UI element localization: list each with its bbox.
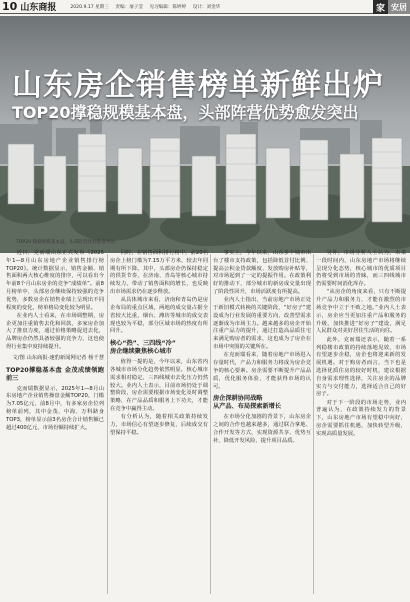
meta-date: 2020.9.17 星期三 — [70, 4, 109, 10]
topic-tag-light: 安居 — [388, 0, 410, 14]
byline: 文/图 山东商报·速豹新闻网记者 杨千慧 — [12, 354, 104, 361]
topic-tag — [373, 0, 410, 14]
paragraph: 在克而瑞看来，随着房地产市场进入存量时代，产品力和服务力将成为房企竞争的核心要素。房企需要不断提升产品品质，优化服务体验，才能获得市场的认可。 — [213, 352, 311, 390]
paragraph: 在市场分化加剧的背景下，山东房企之间的合作也越来越多，通过联合拿地、合作开发等方式，实现资源共享、优势互补，降低开发风险，提升项目品质。 — [213, 414, 311, 444]
masthead — [0, 0, 410, 14]
paragraph: 在业内人士看来，在市场调整期，房企更加注重销售去化和回款，多家房企加大了推盘力度，通过价格策略促进去化，品牌房企仍然具备较强的竞争力，这也使得行业集中度持续提升。 — [6, 312, 104, 351]
masthead-meta — [70, 4, 225, 10]
article-column-1 — [6, 250, 104, 433]
paragraph: 从具体城市来看，济南和青岛仍是房企布局的重点区域，两地的成交量占据全省较大比重，烟台、潍坊等城市的成交表现也较为平稳，部分区域市场的热度有所回升。 — [110, 297, 208, 335]
paragraph: “从房企的角度来看，只有不断提升产品力和服务力，才能在激烈的市场竞争中立于不败之地。”业内人士表示，房企应当更加注重产品和服务的升级，加快推进“好房子”建设，满足人民群众对美好居住生活的向往。 — [316, 289, 406, 335]
paragraph: 另外，市场分析人士认为，未来一段时间内，山东房地产市场将继续呈现分化态势，核心城市的优质项目仍将受到市场的青睐，而三四线城市仍需要时间消化库存。 — [316, 250, 406, 288]
paragraph: 近日，克而瑞山东正式发布《2025年1—8月山东房地产企业销售排行榜TOP20》。统计数据显示，销售金额、销售面积两大核心维度的排序，可以看出今年前8个月山东房企的竞争“成绩单”。前8月榜单中，头部房企继续保持较强的竞争优势，多数房企在销售业绩上呈现出不同程度的变化，榜单格局变化较为明显。 — [6, 250, 104, 311]
column-divider — [107, 254, 108, 594]
paragraph: 事实上，今年以来，山东多个城市出台了楼市支持政策，包括降低首付比例、提高公积金贷款额度、发放购房补贴等，对市场起到了一定的提振作用。在政策利好的推动下，部分城市的新房成交量出现了阶段性回升，市场活跃度有所提高。 — [213, 250, 311, 295]
photo-caption: TOP20 撑稳规模基本盘，头部阵营优势愈发突出 — [16, 240, 116, 245]
meta-editor: 责编：屠子莹 — [115, 4, 143, 10]
section-subheading: TOP20撑稳基本盘 金茂成绩领跑前三 — [6, 366, 104, 382]
topic-tag-dark: 家 — [373, 0, 388, 14]
paragraph: 此外，克而瑞还表示，随着一系列稳楼市政策的持续落地见效，市场有望逐步企稳，房企也将迎来新的发展机遇。对于购房者而言，当下也是选择优质住房的较好时机，建议根据自身需求理性选择，关注房企的品牌实力与交付能力，选择适合自己的好房子。 — [316, 336, 406, 398]
paragraph: 克而瑞数据显示，2025年1—8月山东房地产企业销售操盘金额TOP20，门槛为7.05亿元，前8月中，有多家房企位列榜单前列，其中金茂、中海、万科跻身TOP3，榜单显示前3名房企合计销售额已超过400亿元，市场份额持续扩大。 — [6, 385, 104, 431]
section-title: 山东商报 — [20, 3, 57, 13]
article-column-2 — [110, 250, 208, 438]
column-divider — [313, 254, 314, 594]
page-number: 10 — [2, 0, 18, 13]
city-aerial-illustration — [0, 16, 410, 253]
headline: 山东房企销售榜单新鲜出炉 — [12, 68, 384, 103]
section-subheading: 房企深耕协同战略 从产品、布局探索新增长 — [213, 395, 282, 411]
hero-photo — [0, 16, 410, 253]
paragraph: 有分析认为，随着相关政策持续发力，市场信心有望逐步修复，后续成交有望保持平稳。 — [110, 414, 208, 436]
meta-intern-editor: 见习编辑：陈婷婷 — [149, 4, 187, 10]
section-subheading: 核心“热”、三四线“冷” 房企继续聚焦核心城市 — [110, 340, 176, 356]
article-column-3 — [213, 250, 311, 446]
column-divider — [210, 254, 211, 594]
subheadline: TOP20撑稳规模基本盘，头部阵营优势愈发突出 — [12, 103, 359, 122]
paragraph: 业内人士指出，当前房地产市场正处于新旧模式转换的关键阶段，“好房子”建设成为行业发展的重要方向，改善型需求逐渐成为市场主力。越来越多的房企开始注重产品力的提升，通过打造高品质住宅来满足购房者的需求，这也成为了房企在市场中突围的关键所在。 — [213, 297, 311, 351]
article-column-4 — [316, 250, 406, 439]
paragraph: 同时，在销售面积排行榜中，前20名房企上榜门槛为7.15万平方米，较去年同期有所下降。其中，头部房企仍保持稳定的供货节奏，在济南、青岛等核心城市持续发力，带动了销售面积的增长，也反映出市场需求仍在逐步释放。 — [110, 250, 208, 295]
meta-designer: 设计：刘金华 — [192, 4, 221, 10]
paragraph: 值得一提的是，今年以来，山东省内各城市市场分化趋势依然明显，核心城市需求相对稳定，三四线城市去化压力仍然较大。业内人士表示，目前市场仍处于调整阶段，房企需要根据市场变化及时调整策略，在产品品质和服务上下功夫，才能在竞争中赢得主动。 — [110, 359, 208, 413]
paragraph: 对于下一阶段的市场走势，业内普遍认为，在政策持续发力的背景下，山东房地产市场有望稳中向好，房企需要抓住机遇，加快转型升级，实现高质量发展。 — [316, 399, 406, 437]
